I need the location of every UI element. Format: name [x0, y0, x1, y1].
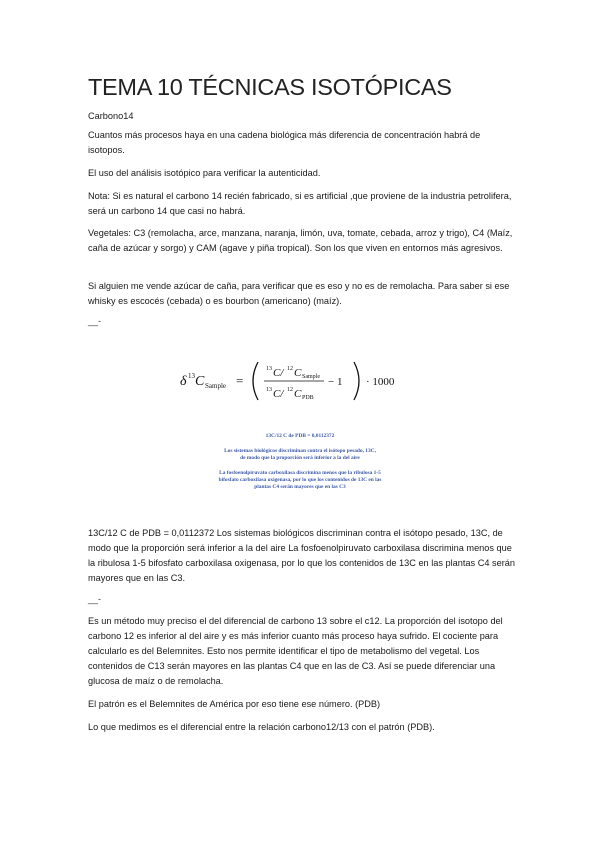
left-paren	[253, 362, 258, 400]
numerator-subscript: Sample	[302, 374, 320, 380]
times-1000: · 1000	[366, 376, 395, 388]
paragraph-nota: Nota: Si es natural el carbono 14 recién fabricado, si es artificial ,que proviene de la industria petrolifera, será un carbono 14 que casi no habrá.	[88, 191, 512, 216]
separator: __-	[88, 316, 102, 326]
denominator-subscript: PDB	[302, 395, 314, 401]
numerator-c13: C/	[273, 367, 284, 379]
minus-one: − 1	[328, 376, 343, 388]
subtitle: Carbono14	[88, 111, 134, 121]
denominator-c13: C/	[273, 388, 284, 400]
image-line-bifosfato: bifosfato carboxilasa oxigenasa, por lo que los contenidos de 13C en las	[218, 477, 382, 484]
image-line-proporcion: de modo que la proporción será inferior a la del aire	[240, 455, 360, 462]
paragraph-autenticidad: El uso del análisis isotópico para verificar la autenticidad.	[88, 168, 321, 178]
numerator-c12: C	[294, 367, 302, 379]
denominator-sup-12: 12	[287, 387, 293, 393]
paragraph-procesos: Cuantos más procesos haya en una cadena biológica más diferencia de concentración habrá de isotopos.	[88, 130, 481, 155]
delta-symbol: δ	[180, 374, 187, 389]
right-paren	[354, 362, 359, 400]
paragraph-metodo: Es un método muy preciso el del diferencial de carbono 13 sobre el c12. La proporción del isotopo del carbono 12 es inferior al del aire y es más inferior cuanto más proceso haya sufrido. El cociente para calcularlo es del Belemnites. Esto nos permite identificar el tipo de metabolismo del vegetal. Los contenidos de C13 serán mayores en las plantas C4 que en las de C3. Así se puede diferenciar una glucosa de maíz o de remolacha.	[88, 616, 503, 686]
image-line-sistemas: Los sistemas biológicos discriminan contra el isótopo pesado, 13C,	[224, 448, 376, 455]
paragraph-pdb: 13C/12 C de PDB = 0,0112372 Los sistemas biológicos discriminan contra el isótopo pesado, 13C, de modo que la proporción será inferior a la del aire La fosfoenolpiruvato carboxilasa discrimina menos que la ribulosa 1-5 bifosfato carboxilasa oxigenasa, por lo que los contenidos de 13C en las plantas C4 serán mayores que en las C3.	[88, 528, 515, 583]
numerator-sup-13: 13	[266, 366, 272, 372]
embedded-image-text	[180, 433, 420, 492]
paragraph-vegetales: Vegetales: C3 (remolacha, arce, manzana, naranja, limón, uva, tomate, cebada, arroz y trigo), C4 (Maíz, caña de azúcar y sorgo) y CAM (agave y piña tropical). Son los que viven en entornos más agresivos.	[88, 228, 513, 253]
equals-sign: =	[236, 373, 244, 388]
delta-c13-formula	[178, 358, 418, 404]
image-gap	[180, 440, 420, 448]
paragraph-azucar-whisky: Si alguien me vende azúcar de caña, para verificar que es eso y no es de remolacha. Para saber si ese whisky es escocés (cebada) o es bourbon (americano) (maíz).	[88, 281, 510, 306]
image-line-pdb: 13C/12 C de PDB = 0,0112372	[265, 433, 335, 439]
image-line-plantas-c4: plantas C4 serán mayores que en las C3	[254, 484, 346, 491]
paragraph-belemnites: El patrón es el Belemnites de América por eso tiene ese número. (PDB)	[88, 699, 381, 709]
lhs-subscript: Sample	[205, 382, 226, 390]
page-title: TEMA 10 TÉCNICAS ISOTÓPICAS	[88, 74, 452, 100]
denominator-sup-13: 13	[266, 387, 272, 393]
separator: __-	[88, 594, 102, 604]
lhs-superscript: 13	[188, 372, 195, 380]
lhs-variable: C	[195, 374, 205, 389]
denominator-c12: C	[294, 388, 302, 400]
image-gap	[180, 462, 420, 470]
numerator-sup-12: 12	[287, 366, 293, 372]
paragraph-diferencial: Lo que medimos es el diferencial entre la relación carbono12/13 con el patrón (PDB).	[88, 722, 435, 732]
image-line-fosfoenolpiruvato: La fosfoenolpiruvato carboxilasa discrimina menos que la ribulosa 1-5	[219, 470, 381, 477]
